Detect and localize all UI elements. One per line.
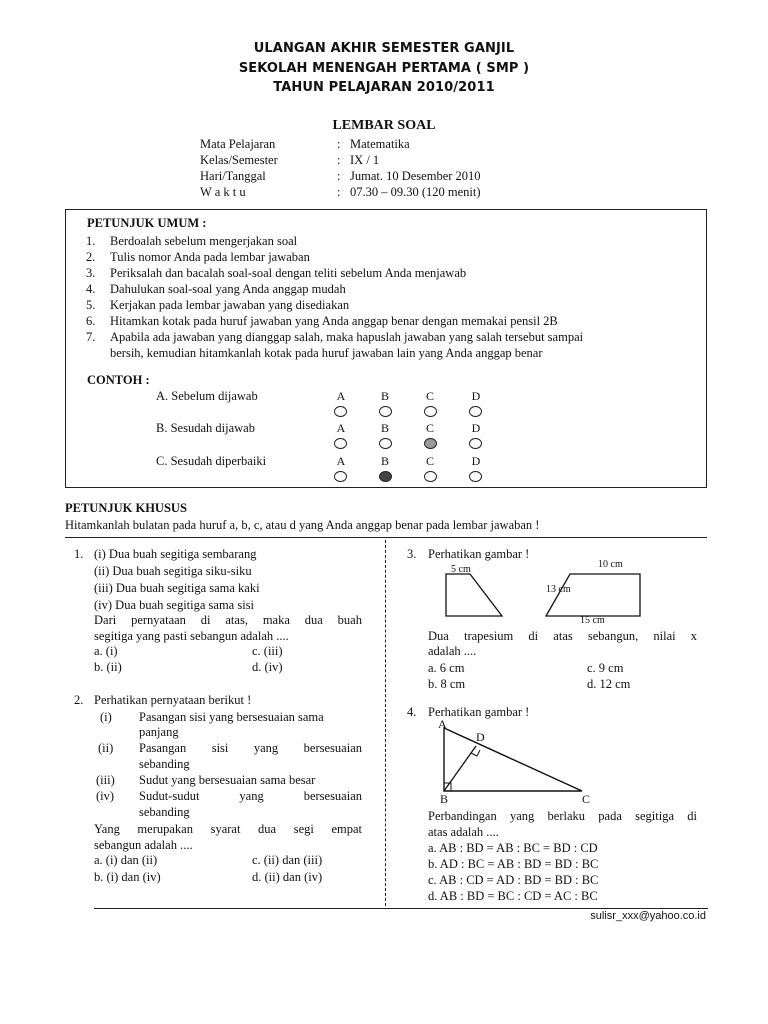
option-b: b. AD : BC = AB : BD = BD : BC: [428, 857, 599, 871]
answer-bubble-filled: [424, 438, 437, 449]
footer-email: sulisr_xxx@yahoo.co.id: [590, 910, 706, 922]
option-letter: C: [425, 389, 434, 403]
vertex-b: B: [440, 792, 449, 806]
answer-bubble: [469, 471, 482, 482]
section-divider: [65, 537, 707, 538]
info-value: Jumat. 10 Desember 2010: [350, 169, 481, 183]
option-b: b. (i) dan (iv): [94, 870, 161, 884]
option-b: b. 8 cm: [428, 677, 466, 691]
large-trapezoid: [546, 574, 640, 616]
info-colon: :: [337, 153, 341, 167]
vertex-c: C: [582, 792, 591, 806]
list-item: Dahulukan soal-soal yang Anda anggap mudah: [110, 282, 346, 296]
answer-bubble: [334, 406, 347, 417]
option-letter: B: [380, 421, 389, 435]
statement: sebanding: [139, 757, 190, 771]
statement: (ii) Dua buah segitiga siku-siku: [94, 564, 252, 578]
option-a: a. (i): [94, 644, 118, 658]
option-d: d. AB : BD = BC : CD = AC : BC: [428, 889, 598, 903]
info-colon: :: [337, 137, 341, 151]
label-15cm: 15 cm: [580, 615, 605, 626]
question-text: Perhatikan gambar !: [428, 547, 530, 561]
list-item: Periksalah dan bacalah soal-soal dengan teliti sebelum Anda menjawab: [110, 266, 467, 280]
option-c: c. (iii): [252, 644, 283, 658]
example-row-label: B. Sesudah dijawab: [156, 421, 255, 435]
specific-instructions-title: PETUNJUK KHUSUS: [65, 501, 187, 515]
answer-bubble: [424, 471, 437, 482]
answer-bubble: [379, 438, 392, 449]
option-letter: A: [336, 389, 346, 403]
label-13cm: 13 cm: [546, 584, 571, 595]
answer-bubble: [469, 438, 482, 449]
header-line-2: SEKOLAH MENENGAH PERTAMA ( SMP ): [238, 61, 530, 76]
option-a: a. 6 cm: [428, 661, 465, 675]
list-item: Berdoalah sebelum mengerjakan soal: [110, 234, 298, 248]
list-number: 5.: [86, 298, 96, 312]
list-number: 6.: [86, 314, 96, 328]
column-divider: [385, 540, 386, 906]
header-line-3: TAHUN PELAJARAN 2010/2011: [273, 80, 495, 95]
option-letter: D: [471, 421, 481, 435]
answer-bubble-filled: [379, 471, 392, 482]
statement: Sudut-sudut yang bersesuaian: [139, 789, 362, 803]
example-row-label: C. Sesudah diperbaiki: [156, 454, 267, 468]
statement-number: (iv): [96, 789, 115, 803]
option-a: a. (i) dan (ii): [94, 853, 158, 867]
list-number: 7.: [86, 330, 96, 344]
info-label: W a k t u: [200, 185, 246, 199]
question-number: 1.: [74, 547, 84, 561]
question-text: segitiga yang pasti sebangun adalah ....: [94, 629, 289, 643]
question-text: Dua trapesium di atas sebangun, nilai x: [428, 629, 697, 643]
trapezoid-figure: [440, 560, 660, 630]
answer-bubble: [379, 406, 392, 417]
question-text: Perbandingan yang berlaku pada segitiga di: [428, 809, 697, 823]
statement: Sudut yang bersesuaian sama besar: [139, 773, 316, 787]
triangle-figure: [430, 716, 610, 796]
list-item: Apabila ada jawaban yang dianggap salah, maka hapuslah jawaban yang salah tersebut sampai: [110, 330, 584, 344]
header-line-1: ULANGAN AKHIR SEMESTER GANJIL: [253, 41, 515, 56]
vertex-d: D: [476, 730, 485, 744]
option-letter: D: [471, 389, 481, 403]
info-label: Hari/Tanggal: [200, 169, 266, 183]
option-d: d. 12 cm: [587, 677, 631, 691]
vertex-a: A: [438, 717, 447, 731]
option-letter: A: [336, 454, 346, 468]
answer-bubble: [469, 406, 482, 417]
info-value: 07.30 – 09.30 (120 menit): [350, 185, 481, 199]
question-text: adalah ....: [428, 644, 477, 658]
info-value: Matematika: [350, 137, 410, 151]
option-letter: C: [425, 421, 434, 435]
statement-number: (ii): [98, 741, 114, 755]
general-instructions-title: PETUNJUK UMUM :: [87, 216, 207, 230]
option-letter: B: [380, 389, 389, 403]
list-item: Kerjakan pada lembar jawaban yang disediakan: [110, 298, 350, 312]
question-text: atas adalah ....: [428, 825, 499, 839]
statement-number: (i): [100, 710, 112, 724]
option-a: a. AB : BD = AB : BC = BD : CD: [428, 841, 598, 855]
label-5cm: 5 cm: [451, 564, 471, 575]
option-d: d. (iv): [252, 660, 283, 674]
answer-bubble: [424, 406, 437, 417]
statement: Pasangan sisi yang bersesuaian sama: [139, 710, 324, 724]
question-text: Dari pernyataan di atas, maka dua buah: [94, 613, 362, 627]
question-number: 3.: [407, 547, 417, 561]
statement: (i) Dua buah segitiga sembarang: [94, 547, 257, 561]
statement: panjang: [139, 725, 179, 739]
option-letter: A: [336, 421, 346, 435]
sheet-title: LEMBAR SOAL: [332, 118, 436, 133]
info-colon: :: [337, 169, 341, 183]
info-label: Mata Pelajaran: [200, 137, 276, 151]
label-10cm: 10 cm: [598, 559, 623, 570]
statement: Pasangan sisi yang bersesuaian: [139, 741, 362, 755]
option-b: b. (ii): [94, 660, 122, 674]
statement: (iv) Dua buah segitiga sama sisi: [94, 598, 255, 612]
list-item: Tulis nomor Anda pada lembar jawaban: [110, 250, 310, 264]
list-number: 2.: [86, 250, 96, 264]
info-value: IX / 1: [350, 153, 380, 167]
option-letter: D: [471, 454, 481, 468]
statement: sebanding: [139, 805, 190, 819]
question-text: Perhatikan gambar !: [428, 705, 530, 719]
answer-bubble: [334, 471, 347, 482]
example-title: CONTOH :: [87, 373, 150, 387]
question-text: Perhatikan pernyataan berikut !: [94, 693, 252, 707]
list-item: Hitamkan kotak pada huruf jawaban yang Anda anggap benar dengan memakai pensil 2B: [110, 314, 558, 328]
specific-instructions-text: Hitamkanlah bulatan pada huruf a, b, c, atau d yang Anda anggap benar pada lembar jawaban !: [65, 518, 540, 532]
question-number: 4.: [407, 705, 417, 719]
statement: (iii) Dua buah segitiga sama kaki: [94, 581, 260, 595]
option-c: c. AB : CD = AD : BD = BD : BC: [428, 873, 599, 887]
answer-bubble: [334, 438, 347, 449]
option-c: c. (ii) dan (iii): [252, 853, 323, 867]
list-item-continuation: bersih, kemudian hitamkanlah kotak pada huruf jawaban lain yang Anda anggap benar: [110, 346, 543, 360]
small-trapezoid: [446, 574, 502, 616]
list-number: 4.: [86, 282, 96, 296]
option-letter: C: [425, 454, 434, 468]
option-d: d. (ii) dan (iv): [252, 870, 323, 884]
info-colon: :: [337, 185, 341, 199]
question-text: Yang merupakan syarat dua segi empat: [94, 822, 362, 836]
list-number: 1.: [86, 234, 96, 248]
list-number: 3.: [86, 266, 96, 280]
option-letter: B: [380, 454, 389, 468]
question-number: 2.: [74, 693, 84, 707]
info-label: Kelas/Semester: [200, 153, 278, 167]
statement-number: (iii): [96, 773, 115, 787]
right-triangle: [444, 728, 582, 791]
footer-rule: [94, 908, 708, 909]
example-row-label: A. Sebelum dijawab: [156, 389, 258, 403]
question-text: sebangun adalah ....: [94, 838, 193, 852]
option-c: c. 9 cm: [587, 661, 624, 675]
